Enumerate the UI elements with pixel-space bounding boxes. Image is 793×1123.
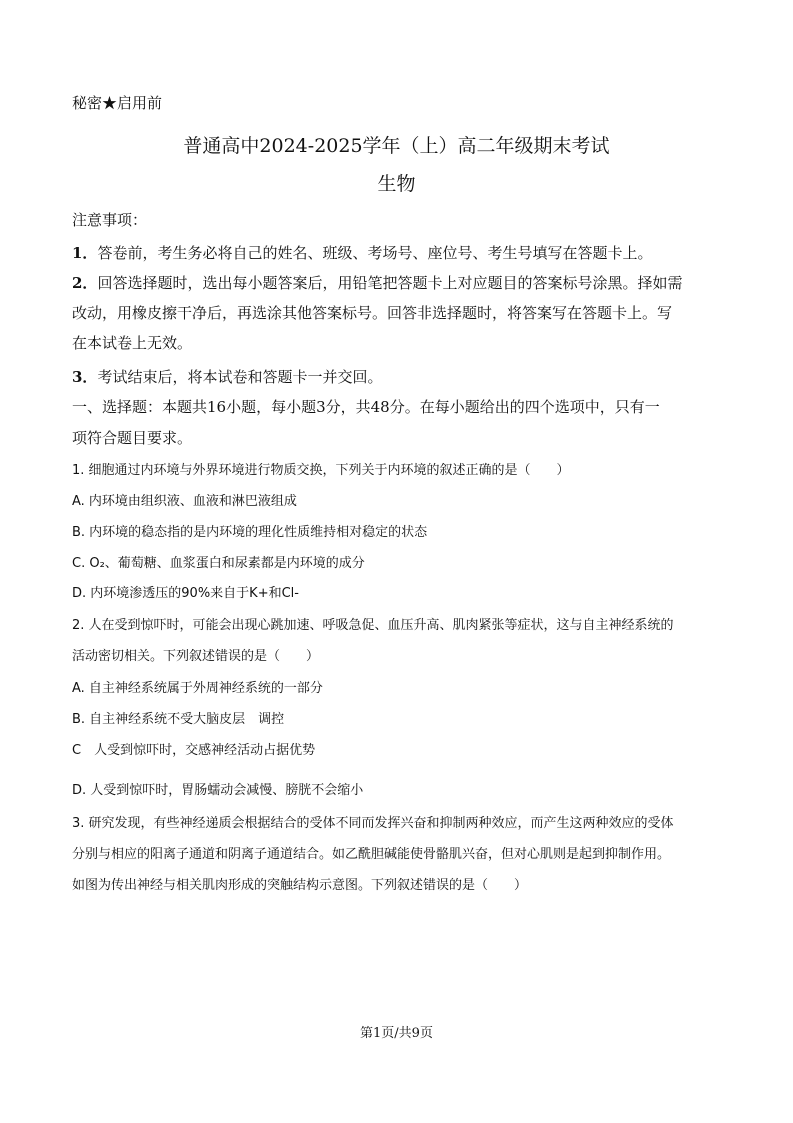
q3-stem-line-2: 分别与相应的阳离子通道和阴离子通道结合。如乙酰胆碱能使骨骼肌兴奋，但对心肌则是起到抑制作用。 (72, 847, 671, 862)
notice-item-2-line-1 (72, 272, 682, 293)
q2-stem-line-1: 2. 人在受到惊吓时，可能会出现心跳加速、呼吸急促、血压升高、肌肉紧张等症状，这与自主神经系统的 (72, 618, 674, 633)
notice-item-2-line-2: 改动，用橡皮擦干净后，再选涂其他答案标号。回答非选择题时，将答案写在答题卡上。写 (72, 304, 673, 322)
q3-stem-line-3: 如图为传出神经与相关肌肉形成的突触结构示意图。下列叙述错误的是（ ） (72, 878, 528, 893)
notice-item-1 (72, 242, 652, 263)
notice-item-3-number: 3． (72, 368, 98, 386)
notice-item-2-number: 2． (72, 274, 98, 292)
notice-heading: 注意事项： (72, 211, 148, 229)
q3-stem-line-1: 3. 研究发现，有些神经递质会根据结合的受体不同而发挥兴奋和抑制两种效应，而产生这两种效应的受体 (72, 816, 674, 831)
notice-item-3 (72, 366, 382, 387)
section-heading-line-2: 项符合题目要求。 (72, 429, 193, 447)
q1-option-a: A. 内环境由组织液、血液和淋巴液组成 (72, 494, 297, 509)
q1-option-c: C. O₂、葡萄糖、血浆蛋白和尿素都是内环境的成分 (72, 556, 365, 571)
subject-title: 生物 (377, 173, 416, 195)
notice-item-1-number: 1． (72, 244, 98, 262)
q2-option-d: D. 人受到惊吓时，胃肠蠕动会减慢、膀胱不会缩小 (72, 783, 364, 798)
notice-item-1-text: 答卷前，考生务必将自己的姓名、班级、考场号、座位号、考生号填写在答题卡上。 (97, 244, 653, 262)
exam-title: 普通高中2024-2025学年（上）高二年级期末考试 (183, 135, 610, 157)
page-number: 第1页/共9页 (360, 1026, 433, 1041)
q1-option-b: B. 内环境的稳态指的是内环境的理化性质维持相对稳定的状态 (72, 525, 428, 540)
q1-stem: 1. 细胞通过内环境与外界环境进行物质交换，下列关于内环境的叙述正确的是（ ） (72, 463, 570, 478)
q2-stem-line-2: 活动密切相关。下列叙述错误的是（ ） (72, 649, 320, 664)
notice-item-2-text-1: 回答选择题时，选出每小题答案后，用铅笔把答题卡上对应题目的答案标号涂黑。择如需 (97, 274, 683, 292)
q2-option-a: A. 自主神经系统属于外周神经系统的一部分 (72, 681, 323, 696)
notice-item-2-line-3: 在本试卷上无效。 (72, 334, 193, 352)
q2-option-b: B. 自主神经系统不受大脑皮层 调控 (72, 712, 285, 727)
secret-label: 秘密★启用前 (72, 94, 163, 112)
q2-option-c: C 人受到惊吓时，交感神经活动占据优势 (72, 743, 316, 758)
section-heading-line-1: 一、选择题：本题共16小题，每小题3分，共48分。在每小题给出的四个选项中，只有一 (72, 398, 660, 416)
q1-option-d: D. 内环境渗透压的90%来自于K+和Cl- (72, 586, 299, 601)
notice-item-3-text: 考试结束后，将本试卷和答题卡一并交回。 (97, 368, 383, 386)
